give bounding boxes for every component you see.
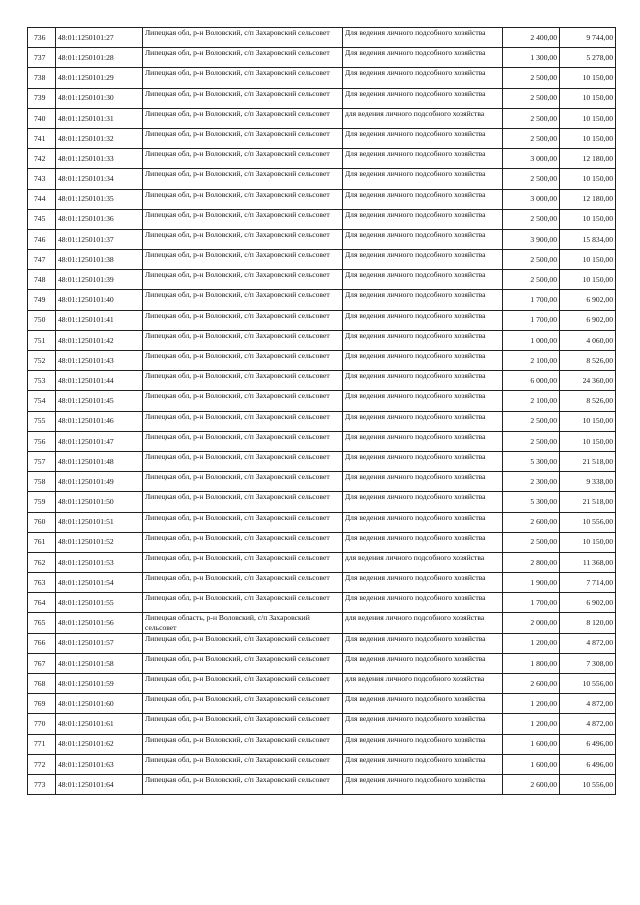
location-cell: Липецкая обл, р-н Воловский, с/п Захаровский сельсовет xyxy=(143,411,343,431)
cadastral-number-cell: 48:01:1250101:32 xyxy=(56,128,143,148)
permitted-use-cell: Для ведения личного подсобного хозяйства xyxy=(343,270,503,290)
cadastral-number-cell: 48:01:1250101:34 xyxy=(56,169,143,189)
row-number-cell: 761 xyxy=(28,532,56,552)
row-number-cell: 750 xyxy=(28,310,56,330)
cadastral-value-cell: 9 338,00 xyxy=(560,472,616,492)
table-row xyxy=(28,451,616,471)
cadastral-number-cell: 48:01:1250101:60 xyxy=(56,694,143,714)
area-cell: 2 500,00 xyxy=(503,532,560,552)
table-row xyxy=(28,290,616,310)
permitted-use-cell: для ведения личного подсобного хозяйства xyxy=(343,674,503,694)
area-cell: 2 500,00 xyxy=(503,270,560,290)
permitted-use-cell: Для ведения личного подсобного хозяйства xyxy=(343,633,503,653)
area-cell: 3 000,00 xyxy=(503,189,560,209)
row-number-cell: 739 xyxy=(28,88,56,108)
permitted-use-cell: Для ведения личного подсобного хозяйства xyxy=(343,754,503,774)
location-cell: Липецкая обл, р-н Воловский, с/п Захаровский сельсовет xyxy=(143,28,343,48)
location-cell: Липецкая обл, р-н Воловский, с/п Захаровский сельсовет xyxy=(143,310,343,330)
permitted-use-cell: Для ведения личного подсобного хозяйства xyxy=(343,492,503,512)
land-plots-table-body xyxy=(28,28,616,795)
cadastral-value-cell: 6 902,00 xyxy=(560,290,616,310)
area-cell: 5 300,00 xyxy=(503,492,560,512)
cadastral-number-cell: 48:01:1250101:50 xyxy=(56,492,143,512)
permitted-use-cell: для ведения личного подсобного хозяйства xyxy=(343,613,503,633)
row-number-cell: 768 xyxy=(28,674,56,694)
cadastral-value-cell: 10 150,00 xyxy=(560,270,616,290)
cadastral-number-cell: 48:01:1250101:49 xyxy=(56,472,143,492)
row-number-cell: 770 xyxy=(28,714,56,734)
cadastral-value-cell: 10 150,00 xyxy=(560,88,616,108)
table-row xyxy=(28,633,616,653)
permitted-use-cell: Для ведения личного подсобного хозяйства xyxy=(343,149,503,169)
permitted-use-cell: Для ведения личного подсобного хозяйства xyxy=(343,774,503,794)
permitted-use-cell: Для ведения личного подсобного хозяйства xyxy=(343,310,503,330)
cadastral-number-cell: 48:01:1250101:51 xyxy=(56,512,143,532)
land-plots-table xyxy=(27,27,616,795)
location-cell: Липецкая обл, р-н Воловский, с/п Захаровский сельсовет xyxy=(143,88,343,108)
area-cell: 3 900,00 xyxy=(503,229,560,249)
table-row xyxy=(28,492,616,512)
area-cell: 3 000,00 xyxy=(503,149,560,169)
row-number-cell: 765 xyxy=(28,613,56,633)
area-cell: 2 100,00 xyxy=(503,351,560,371)
cadastral-value-cell: 4 872,00 xyxy=(560,633,616,653)
table-row xyxy=(28,310,616,330)
table-row xyxy=(28,774,616,794)
cadastral-number-cell: 48:01:1250101:35 xyxy=(56,189,143,209)
permitted-use-cell: Для ведения личного подсобного хозяйства xyxy=(343,411,503,431)
cadastral-value-cell: 10 150,00 xyxy=(560,209,616,229)
location-cell: Липецкая обл, р-н Воловский, с/п Захаровский сельсовет xyxy=(143,734,343,754)
area-cell: 2 800,00 xyxy=(503,552,560,572)
table-row xyxy=(28,209,616,229)
location-cell: Липецкая обл, р-н Воловский, с/п Захаровский сельсовет xyxy=(143,674,343,694)
row-number-cell: 747 xyxy=(28,250,56,270)
cadastral-number-cell: 48:01:1250101:39 xyxy=(56,270,143,290)
table-row xyxy=(28,431,616,451)
area-cell: 1 700,00 xyxy=(503,310,560,330)
document-page xyxy=(27,27,615,795)
permitted-use-cell: Для ведения личного подсобного хозяйства xyxy=(343,532,503,552)
location-cell: Липецкая обл, р-н Воловский, с/п Захаровский сельсовет xyxy=(143,128,343,148)
table-row xyxy=(28,88,616,108)
row-number-cell: 748 xyxy=(28,270,56,290)
row-number-cell: 753 xyxy=(28,371,56,391)
cadastral-value-cell: 10 150,00 xyxy=(560,411,616,431)
location-cell: Липецкая обл, р-н Воловский, с/п Захаровский сельсовет xyxy=(143,209,343,229)
permitted-use-cell: Для ведения личного подсобного хозяйства xyxy=(343,88,503,108)
table-row xyxy=(28,512,616,532)
row-number-cell: 749 xyxy=(28,290,56,310)
table-row xyxy=(28,149,616,169)
area-cell: 2 000,00 xyxy=(503,613,560,633)
cadastral-number-cell: 48:01:1250101:45 xyxy=(56,391,143,411)
area-cell: 2 500,00 xyxy=(503,250,560,270)
location-cell: Липецкая обл, р-н Воловский, с/п Захаровский сельсовет xyxy=(143,169,343,189)
permitted-use-cell: Для ведения личного подсобного хозяйства xyxy=(343,694,503,714)
permitted-use-cell: Для ведения личного подсобного хозяйства xyxy=(343,512,503,532)
cadastral-number-cell: 48:01:1250101:41 xyxy=(56,310,143,330)
table-row xyxy=(28,229,616,249)
cadastral-value-cell: 8 526,00 xyxy=(560,351,616,371)
area-cell: 2 600,00 xyxy=(503,674,560,694)
table-row xyxy=(28,189,616,209)
cadastral-number-cell: 48:01:1250101:36 xyxy=(56,209,143,229)
cadastral-value-cell: 12 180,00 xyxy=(560,189,616,209)
location-cell: Липецкая обл, р-н Воловский, с/п Захаровский сельсовет xyxy=(143,451,343,471)
cadastral-number-cell: 48:01:1250101:38 xyxy=(56,250,143,270)
area-cell: 2 500,00 xyxy=(503,128,560,148)
permitted-use-cell: Для ведения личного подсобного хозяйства xyxy=(343,351,503,371)
cadastral-number-cell: 48:01:1250101:46 xyxy=(56,411,143,431)
row-number-cell: 741 xyxy=(28,128,56,148)
cadastral-number-cell: 48:01:1250101:55 xyxy=(56,593,143,613)
area-cell: 2 500,00 xyxy=(503,209,560,229)
location-cell: Липецкая обл, р-н Воловский, с/п Захаровский сельсовет xyxy=(143,68,343,88)
cadastral-value-cell: 6 496,00 xyxy=(560,754,616,774)
cadastral-value-cell: 10 150,00 xyxy=(560,532,616,552)
row-number-cell: 766 xyxy=(28,633,56,653)
table-row xyxy=(28,169,616,189)
row-number-cell: 755 xyxy=(28,411,56,431)
area-cell: 1 200,00 xyxy=(503,694,560,714)
row-number-cell: 752 xyxy=(28,351,56,371)
cadastral-number-cell: 48:01:1250101:53 xyxy=(56,552,143,572)
cadastral-value-cell: 21 518,00 xyxy=(560,492,616,512)
table-row xyxy=(28,714,616,734)
permitted-use-cell: Для ведения личного подсобного хозяйства xyxy=(343,371,503,391)
table-row xyxy=(28,330,616,350)
cadastral-value-cell: 11 368,00 xyxy=(560,552,616,572)
cadastral-number-cell: 48:01:1250101:56 xyxy=(56,613,143,633)
cadastral-value-cell: 6 496,00 xyxy=(560,734,616,754)
permitted-use-cell: Для ведения личного подсобного хозяйства xyxy=(343,48,503,68)
cadastral-number-cell: 48:01:1250101:57 xyxy=(56,633,143,653)
cadastral-value-cell: 4 872,00 xyxy=(560,694,616,714)
area-cell: 2 600,00 xyxy=(503,774,560,794)
table-row xyxy=(28,734,616,754)
table-row xyxy=(28,754,616,774)
permitted-use-cell: Для ведения личного подсобного хозяйства xyxy=(343,653,503,673)
cadastral-value-cell: 10 150,00 xyxy=(560,128,616,148)
permitted-use-cell: Для ведения личного подсобного хозяйства xyxy=(343,229,503,249)
row-number-cell: 745 xyxy=(28,209,56,229)
location-cell: Липецкая обл, р-н Воловский, с/п Захаровский сельсовет xyxy=(143,108,343,128)
area-cell: 6 000,00 xyxy=(503,371,560,391)
location-cell: Липецкая обл, р-н Воловский, с/п Захаровский сельсовет xyxy=(143,573,343,593)
row-number-cell: 760 xyxy=(28,512,56,532)
cadastral-value-cell: 24 360,00 xyxy=(560,371,616,391)
area-cell: 2 600,00 xyxy=(503,512,560,532)
cadastral-value-cell: 6 902,00 xyxy=(560,310,616,330)
area-cell: 1 300,00 xyxy=(503,48,560,68)
permitted-use-cell: Для ведения личного подсобного хозяйства xyxy=(343,68,503,88)
location-cell: Липецкая обл, р-н Воловский, с/п Захаровский сельсовет xyxy=(143,492,343,512)
permitted-use-cell: Для ведения личного подсобного хозяйства xyxy=(343,714,503,734)
cadastral-number-cell: 48:01:1250101:64 xyxy=(56,774,143,794)
location-cell: Липецкая обл, р-н Воловский, с/п Захаровский сельсовет xyxy=(143,774,343,794)
cadastral-value-cell: 12 180,00 xyxy=(560,149,616,169)
cadastral-value-cell: 4 872,00 xyxy=(560,714,616,734)
area-cell: 2 100,00 xyxy=(503,391,560,411)
permitted-use-cell: Для ведения личного подсобного хозяйства xyxy=(343,189,503,209)
location-cell: Липецкая обл, р-н Воловский, с/п Захаровский сельсовет xyxy=(143,431,343,451)
cadastral-number-cell: 48:01:1250101:59 xyxy=(56,674,143,694)
location-cell: Липецкая обл, р-н Воловский, с/п Захаровский сельсовет xyxy=(143,552,343,572)
row-number-cell: 751 xyxy=(28,330,56,350)
cadastral-value-cell: 21 518,00 xyxy=(560,451,616,471)
cadastral-number-cell: 48:01:1250101:52 xyxy=(56,532,143,552)
row-number-cell: 773 xyxy=(28,774,56,794)
table-row xyxy=(28,613,616,633)
row-number-cell: 754 xyxy=(28,391,56,411)
cadastral-value-cell: 6 902,00 xyxy=(560,593,616,613)
cadastral-number-cell: 48:01:1250101:27 xyxy=(56,28,143,48)
area-cell: 2 400,00 xyxy=(503,28,560,48)
location-cell: Липецкая обл, р-н Воловский, с/п Захаровский сельсовет xyxy=(143,391,343,411)
cadastral-value-cell: 7 714,00 xyxy=(560,573,616,593)
row-number-cell: 771 xyxy=(28,734,56,754)
location-cell: Липецкая обл, р-н Воловский, с/п Захаровский сельсовет xyxy=(143,149,343,169)
area-cell: 2 300,00 xyxy=(503,472,560,492)
row-number-cell: 740 xyxy=(28,108,56,128)
cadastral-number-cell: 48:01:1250101:47 xyxy=(56,431,143,451)
row-number-cell: 762 xyxy=(28,552,56,572)
location-cell: Липецкая обл, р-н Воловский, с/п Захаровский сельсовет xyxy=(143,371,343,391)
permitted-use-cell: Для ведения личного подсобного хозяйства xyxy=(343,573,503,593)
table-row xyxy=(28,28,616,48)
table-row xyxy=(28,250,616,270)
table-row xyxy=(28,108,616,128)
permitted-use-cell: Для ведения личного подсобного хозяйства xyxy=(343,472,503,492)
row-number-cell: 772 xyxy=(28,754,56,774)
cadastral-value-cell: 10 150,00 xyxy=(560,431,616,451)
location-cell: Липецкая обл, р-н Воловский, с/п Захаровский сельсовет xyxy=(143,472,343,492)
permitted-use-cell: Для ведения личного подсобного хозяйства xyxy=(343,169,503,189)
row-number-cell: 736 xyxy=(28,28,56,48)
table-row xyxy=(28,371,616,391)
table-row xyxy=(28,48,616,68)
table-row xyxy=(28,270,616,290)
permitted-use-cell: Для ведения личного подсобного хозяйства xyxy=(343,209,503,229)
permitted-use-cell: Для ведения личного подсобного хозяйства xyxy=(343,593,503,613)
permitted-use-cell: для ведения личного подсобного хозяйства xyxy=(343,108,503,128)
cadastral-number-cell: 48:01:1250101:43 xyxy=(56,351,143,371)
cadastral-number-cell: 48:01:1250101:58 xyxy=(56,653,143,673)
cadastral-number-cell: 48:01:1250101:31 xyxy=(56,108,143,128)
cadastral-number-cell: 48:01:1250101:37 xyxy=(56,229,143,249)
cadastral-value-cell: 9 744,00 xyxy=(560,28,616,48)
permitted-use-cell: Для ведения личного подсобного хозяйства xyxy=(343,451,503,471)
table-row xyxy=(28,411,616,431)
permitted-use-cell: для ведения личного подсобного хозяйства xyxy=(343,552,503,572)
row-number-cell: 742 xyxy=(28,149,56,169)
location-cell: Липецкая обл, р-н Воловский, с/п Захаровский сельсовет xyxy=(143,189,343,209)
location-cell: Липецкая обл, р-н Воловский, с/п Захаровский сельсовет xyxy=(143,633,343,653)
location-cell: Липецкая обл, р-н Воловский, с/п Захаровский сельсовет xyxy=(143,250,343,270)
area-cell: 1 200,00 xyxy=(503,633,560,653)
permitted-use-cell: Для ведения личного подсобного хозяйства xyxy=(343,431,503,451)
table-row xyxy=(28,694,616,714)
table-row xyxy=(28,128,616,148)
row-number-cell: 743 xyxy=(28,169,56,189)
row-number-cell: 763 xyxy=(28,573,56,593)
cadastral-value-cell: 10 150,00 xyxy=(560,250,616,270)
area-cell: 2 500,00 xyxy=(503,88,560,108)
cadastral-number-cell: 48:01:1250101:44 xyxy=(56,371,143,391)
permitted-use-cell: Для ведения личного подсобного хозяйства xyxy=(343,250,503,270)
cadastral-number-cell: 48:01:1250101:42 xyxy=(56,330,143,350)
location-cell: Липецкая обл, р-н Воловский, с/п Захаровский сельсовет xyxy=(143,694,343,714)
row-number-cell: 737 xyxy=(28,48,56,68)
row-number-cell: 767 xyxy=(28,653,56,673)
cadastral-value-cell: 10 556,00 xyxy=(560,774,616,794)
cadastral-number-cell: 48:01:1250101:33 xyxy=(56,149,143,169)
permitted-use-cell: Для ведения личного подсобного хозяйства xyxy=(343,128,503,148)
location-cell: Липецкая обл, р-н Воловский, с/п Захаровский сельсовет xyxy=(143,351,343,371)
cadastral-value-cell: 10 150,00 xyxy=(560,68,616,88)
table-row xyxy=(28,351,616,371)
row-number-cell: 738 xyxy=(28,68,56,88)
row-number-cell: 769 xyxy=(28,694,56,714)
area-cell: 2 500,00 xyxy=(503,169,560,189)
cadastral-value-cell: 15 834,00 xyxy=(560,229,616,249)
cadastral-value-cell: 10 150,00 xyxy=(560,108,616,128)
row-number-cell: 744 xyxy=(28,189,56,209)
cadastral-number-cell: 48:01:1250101:61 xyxy=(56,714,143,734)
area-cell: 1 600,00 xyxy=(503,734,560,754)
cadastral-number-cell: 48:01:1250101:40 xyxy=(56,290,143,310)
location-cell: Липецкая обл, р-н Воловский, с/п Захаровский сельсовет xyxy=(143,270,343,290)
cadastral-value-cell: 7 308,00 xyxy=(560,653,616,673)
area-cell: 1 600,00 xyxy=(503,754,560,774)
area-cell: 5 300,00 xyxy=(503,451,560,471)
location-cell: Липецкая обл, р-н Воловский, с/п Захаровский сельсовет xyxy=(143,290,343,310)
cadastral-value-cell: 5 278,00 xyxy=(560,48,616,68)
cadastral-number-cell: 48:01:1250101:29 xyxy=(56,68,143,88)
permitted-use-cell: Для ведения личного подсобного хозяйства xyxy=(343,330,503,350)
table-row xyxy=(28,68,616,88)
area-cell: 1 000,00 xyxy=(503,330,560,350)
area-cell: 2 500,00 xyxy=(503,108,560,128)
table-row xyxy=(28,653,616,673)
cadastral-value-cell: 8 526,00 xyxy=(560,391,616,411)
row-number-cell: 757 xyxy=(28,451,56,471)
cadastral-number-cell: 48:01:1250101:30 xyxy=(56,88,143,108)
table-row xyxy=(28,391,616,411)
cadastral-number-cell: 48:01:1250101:48 xyxy=(56,451,143,471)
cadastral-value-cell: 10 556,00 xyxy=(560,674,616,694)
location-cell: Липецкая обл, р-н Воловский, с/п Захаровский сельсовет xyxy=(143,512,343,532)
location-cell: Липецкая обл, р-н Воловский, с/п Захаровский сельсовет xyxy=(143,229,343,249)
location-cell: Липецкая обл, р-н Воловский, с/п Захаровский сельсовет xyxy=(143,48,343,68)
cadastral-value-cell: 10 150,00 xyxy=(560,169,616,189)
area-cell: 2 500,00 xyxy=(503,68,560,88)
table-row xyxy=(28,593,616,613)
permitted-use-cell: Для ведения личного подсобного хозяйства xyxy=(343,290,503,310)
row-number-cell: 746 xyxy=(28,229,56,249)
permitted-use-cell: Для ведения личного подсобного хозяйства xyxy=(343,391,503,411)
location-cell: Липецкая обл, р-н Воловский, с/п Захаровский сельсовет xyxy=(143,653,343,673)
table-row xyxy=(28,552,616,572)
area-cell: 2 500,00 xyxy=(503,411,560,431)
row-number-cell: 756 xyxy=(28,431,56,451)
location-cell: Липецкая обл, р-н Воловский, с/п Захаровский сельсовет xyxy=(143,714,343,734)
row-number-cell: 758 xyxy=(28,472,56,492)
cadastral-number-cell: 48:01:1250101:62 xyxy=(56,734,143,754)
table-row xyxy=(28,532,616,552)
area-cell: 1 700,00 xyxy=(503,290,560,310)
permitted-use-cell: Для ведения личного подсобного хозяйства xyxy=(343,28,503,48)
area-cell: 1 200,00 xyxy=(503,714,560,734)
location-cell: Липецкая область, р-н Воловский, с/п Захаровский сельсовет xyxy=(143,613,343,633)
table-row xyxy=(28,674,616,694)
area-cell: 2 500,00 xyxy=(503,431,560,451)
table-row xyxy=(28,573,616,593)
cadastral-number-cell: 48:01:1250101:28 xyxy=(56,48,143,68)
cadastral-number-cell: 48:01:1250101:54 xyxy=(56,573,143,593)
cadastral-number-cell: 48:01:1250101:63 xyxy=(56,754,143,774)
area-cell: 1 700,00 xyxy=(503,593,560,613)
area-cell: 1 900,00 xyxy=(503,573,560,593)
area-cell: 1 800,00 xyxy=(503,653,560,673)
cadastral-value-cell: 8 120,00 xyxy=(560,613,616,633)
location-cell: Липецкая обл, р-н Воловский, с/п Захаровский сельсовет xyxy=(143,754,343,774)
location-cell: Липецкая обл, р-н Воловский, с/п Захаровский сельсовет xyxy=(143,532,343,552)
row-number-cell: 764 xyxy=(28,593,56,613)
location-cell: Липецкая обл, р-н Воловский, с/п Захаровский сельсовет xyxy=(143,330,343,350)
row-number-cell: 759 xyxy=(28,492,56,512)
location-cell: Липецкая обл, р-н Воловский, с/п Захаровский сельсовет xyxy=(143,593,343,613)
cadastral-value-cell: 10 556,00 xyxy=(560,512,616,532)
permitted-use-cell: Для ведения личного подсобного хозяйства xyxy=(343,734,503,754)
table-row xyxy=(28,472,616,492)
cadastral-value-cell: 4 060,00 xyxy=(560,330,616,350)
